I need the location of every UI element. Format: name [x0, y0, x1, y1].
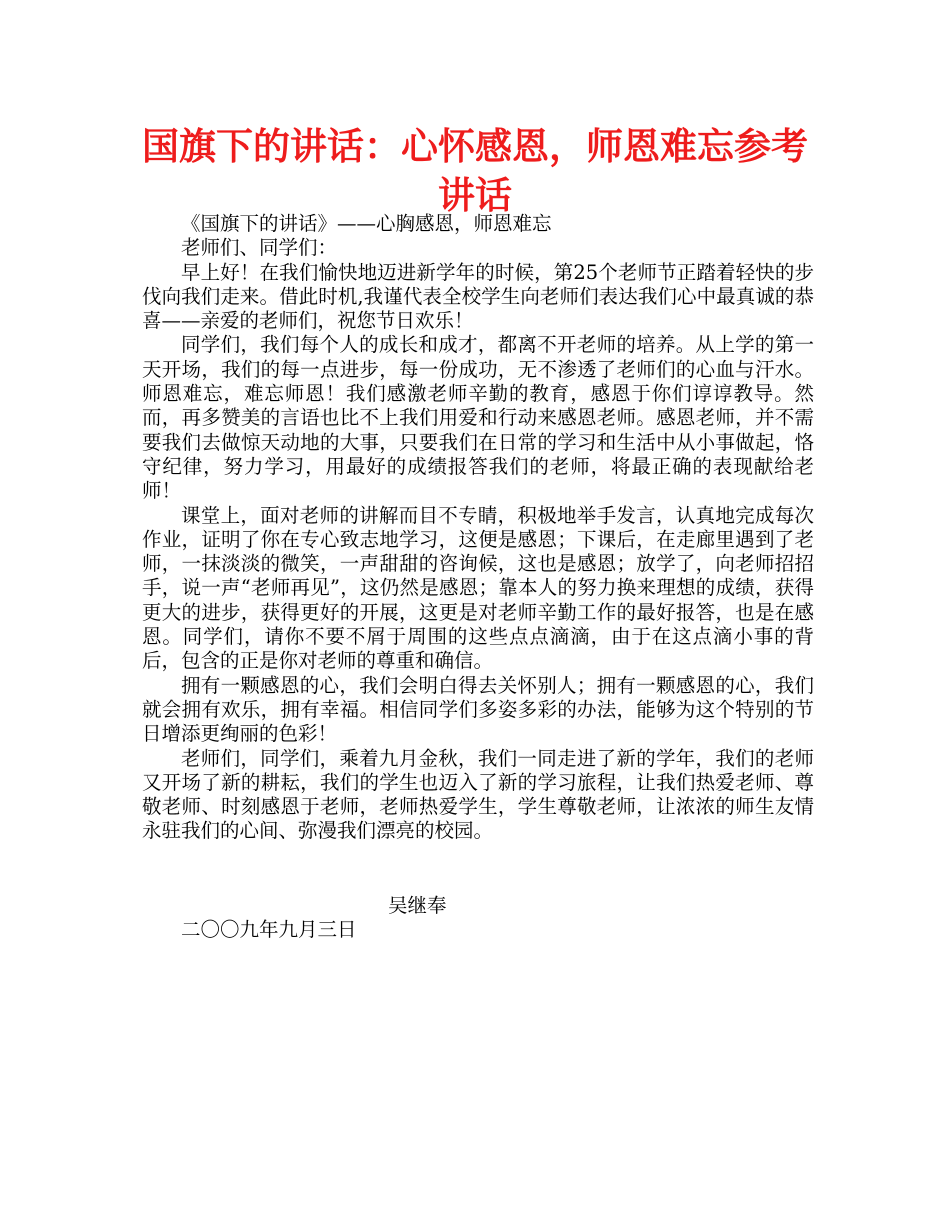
subtitle-line: 《国旗下的讲话》——心胸感恩，师恩难忘 — [181, 212, 552, 235]
paragraph-grateful-heart: 拥有一颗感恩的心，我们会明白得去关怀别人；拥有一颗感恩的心，我们就会拥有欢乐，拥有幸福。相信同学们多姿多彩的办法，能够为这个特别的节日增添更绚丽的色彩！ — [142, 673, 814, 746]
paragraph-gratitude: 同学们，我们每个人的成长和成才，都离不开老师的培养。从上学的第一天开场，我们的每一点进步，每一份成功，无不渗透了老师们的心血与汗水。师恩难忘，难忘师恩！我们感激老师辛勤的教育，感恩于你们谆谆教导。然而，再多赞美的言语也比不上我们用爱和行动来感恩老师。感恩老师，并不需要我们去做惊天动地的大事，只要我们在日常的学习和生活中从小事做起，恪守纪律，努力学习，用最好的成绩报答我们的老师，将最正确的表现献给老师！ — [142, 333, 814, 503]
document-title: 国旗下的讲话：心怀感恩，师恩难忘参考讲话 — [142, 125, 808, 217]
salutation: 老师们、同学们： — [181, 236, 338, 260]
paragraph-closing: 老师们，同学们，乘着九月金秋，我们一同走进了新的学年，我们的老师又开场了新的耕耘，我们的学生也迈入了新的学习旅程，让我们热爱老师、尊敬老师、时刻感恩于老师，老师热爱学生，学生尊敬老师，让浓浓的师生友情永驻我们的心间、弥漫我们漂亮的校园。 — [142, 746, 814, 843]
paragraph-greeting: 早上好！在我们愉快地迈进新学年的时候，第25个老师节正踏着轻快的步伐向我们走来。借此时机,我谨代表全校学生向老师们表达我们心中最真诚的恭喜——亲爱的老师们，祝您节日欢乐！ — [142, 260, 814, 333]
paragraph-classroom: 课堂上，面对老师的讲解而目不专睛，积极地举手发言，认真地完成每次作业，证明了你在专心致志地学习，这便是感恩；下课后，在走廊里遇到了老师，一抹淡淡的微笑，一声甜甜的咨询候，这也是感恩；放学了，向老师招招手，说一声“老师再见”，这仍然是感恩；靠本人的努力换来理想的成绩，获得更大的进步，获得更好的开展，这更是对老师辛勤工作的最好报答，也是在感恩。同学们，请你不要不屑于周围的这些点点滴滴，由于在这点滴小事的背后，包含的正是你对老师的尊重和确信。 — [142, 503, 814, 673]
document-date: 二〇〇九年九月三日 — [181, 918, 357, 941]
author-signature: 吴继奉 — [388, 894, 447, 917]
document-body — [142, 212, 814, 844]
